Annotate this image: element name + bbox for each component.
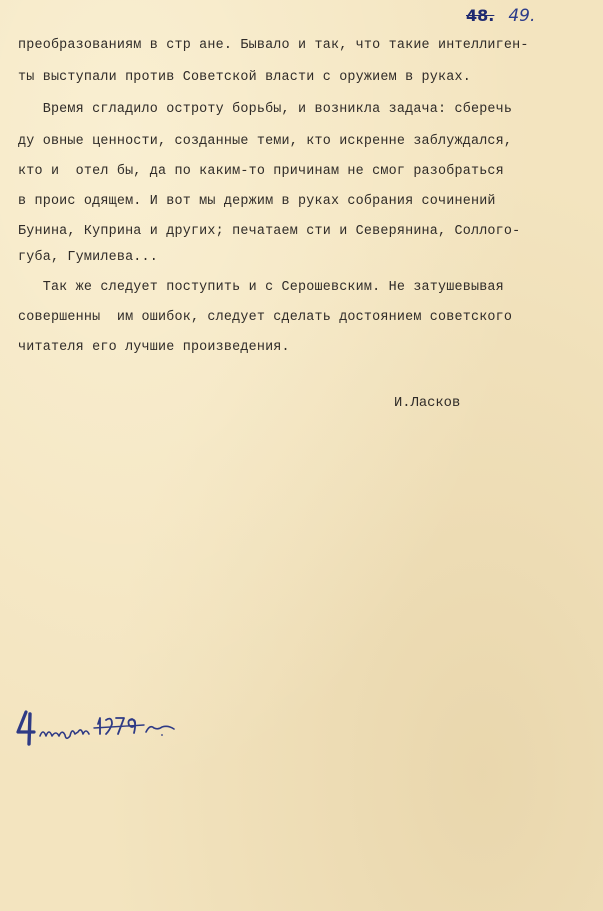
body-line-7: Бунина, Куприна и других; печатаем сти и Северянина, Соллого- — [18, 224, 521, 239]
body-line-8: губа, Гумилева... — [18, 250, 159, 265]
body-line-1: преобразованиям в стр ане. Бывало и так, что такие интеллиген- — [18, 38, 529, 53]
body-line-4: ду овные ценности, созданные теми, кто искренне заблуждался, — [18, 134, 513, 149]
page-number-crossed-out: 48. — [466, 6, 495, 25]
body-line-5: кто и отел бы, да по каким-то причинам не смог разобраться — [18, 164, 504, 179]
body-line-6: в проис одящем. И вот мы держим в руках собрания сочинений — [18, 194, 496, 209]
page-number-current: 49. — [508, 6, 536, 26]
page-number — [466, 6, 535, 26]
body-line-11: читателя его лучшие произведения. — [18, 340, 290, 355]
body-line-2: ты выступали против Советской власти с оружием в руках. — [18, 70, 471, 85]
signature: И.Ласков — [394, 396, 461, 411]
body-line-3: Время сгладило остроту борьбы, и возникла задача: сберечь — [18, 102, 513, 117]
body-line-9: Так же следует поступить и с Серошевским. Не затушевывая — [18, 280, 504, 295]
handwritten-date-scribble — [12, 708, 182, 758]
body-line-10: совершенны им ошибок, следует сделать достоянием советского — [18, 310, 513, 325]
